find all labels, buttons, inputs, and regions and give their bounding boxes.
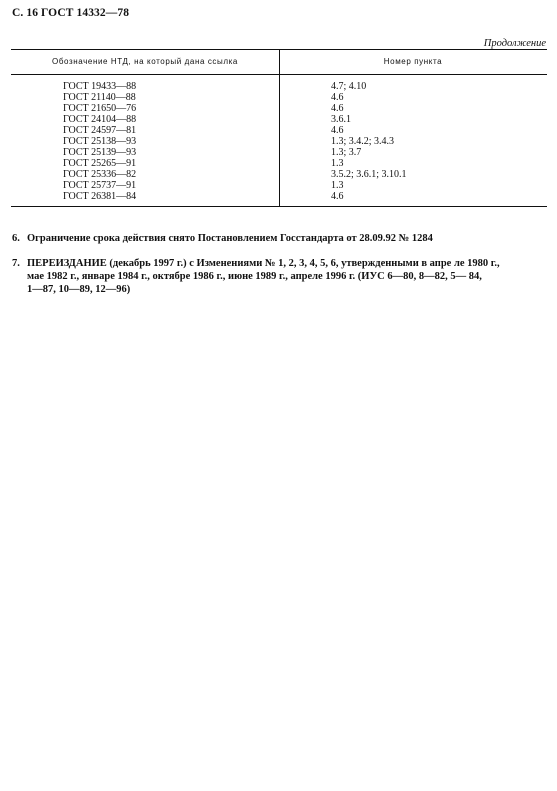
reference-table bbox=[11, 49, 547, 207]
section-line: 1—87, 10—89, 12—96) bbox=[27, 284, 131, 295]
column-header-item-number: Номер пункта bbox=[383, 57, 443, 66]
gost-reference: ГОСТ 25336—82 bbox=[63, 169, 137, 180]
table-row bbox=[11, 147, 547, 158]
item-number: 1.3; 3.7 bbox=[331, 147, 362, 158]
table-row bbox=[11, 103, 547, 114]
table-row bbox=[11, 92, 547, 103]
item-number: 4.7; 4.10 bbox=[331, 81, 367, 92]
column-header-document: Обозначение НТД, на который дана ссылка bbox=[52, 57, 238, 66]
item-number: 4.6 bbox=[331, 103, 344, 114]
gost-reference: ГОСТ 19433—88 bbox=[63, 81, 137, 92]
gost-reference: ГОСТ 25265—91 bbox=[63, 158, 137, 169]
section-7 bbox=[12, 257, 548, 296]
section-number: 6. bbox=[12, 233, 20, 244]
item-number: 4.6 bbox=[331, 191, 344, 202]
gost-reference: ГОСТ 24104—88 bbox=[63, 114, 137, 125]
item-number: 1.3 bbox=[331, 180, 344, 191]
gost-reference: ГОСТ 21140—88 bbox=[63, 92, 136, 103]
section-text: Ограничение срока действия снято Постановлением Госстандарта от 28.09.92 № 1284 bbox=[27, 233, 433, 244]
item-number: 1.3; 3.4.2; 3.4.3 bbox=[331, 136, 395, 147]
item-number: 3.5.2; 3.6.1; 3.10.1 bbox=[331, 169, 407, 180]
page-title: С. 16 ГОСТ 14332—78 bbox=[12, 7, 130, 19]
table-header-row bbox=[11, 50, 547, 75]
table-row bbox=[11, 180, 547, 191]
gost-reference: ГОСТ 25139—93 bbox=[63, 147, 137, 158]
item-number: 4.6 bbox=[331, 125, 344, 136]
table-row bbox=[11, 125, 547, 136]
gost-reference: ГОСТ 24597—81 bbox=[63, 125, 137, 136]
table-row bbox=[11, 81, 547, 92]
gost-reference: ГОСТ 26381—84 bbox=[63, 191, 137, 202]
table-row bbox=[11, 158, 547, 169]
continuation-label: Продолжение bbox=[483, 38, 546, 49]
item-number: 1.3 bbox=[331, 158, 344, 169]
item-number: 4.6 bbox=[331, 92, 344, 103]
item-number: 3.6.1 bbox=[331, 114, 351, 125]
table-row bbox=[11, 136, 547, 147]
table-row bbox=[11, 169, 547, 180]
section-text: ПЕРЕИЗДАНИЕ (декабрь 1997 г.) с Изменениями № 1, 2, 3, 4, 5, 6, утвержденными в апре ле 1980 г., bbox=[27, 258, 500, 269]
section-number: 7. bbox=[12, 258, 20, 269]
gost-reference: ГОСТ 25737—91 bbox=[63, 180, 137, 191]
gost-reference: ГОСТ 21650—76 bbox=[63, 103, 137, 114]
gost-reference: ГОСТ 25138—93 bbox=[63, 136, 137, 147]
section-line: мае 1982 г., январе 1984 г., октябре 1986 г., июне 1989 г., апреле 1996 г. (ИУС 6—80, 8—82, 5— 84, bbox=[27, 271, 482, 282]
table-body bbox=[11, 81, 547, 202]
table-row bbox=[11, 191, 547, 202]
section-line bbox=[12, 257, 548, 270]
section-6 bbox=[12, 232, 548, 245]
table-row bbox=[11, 114, 547, 125]
